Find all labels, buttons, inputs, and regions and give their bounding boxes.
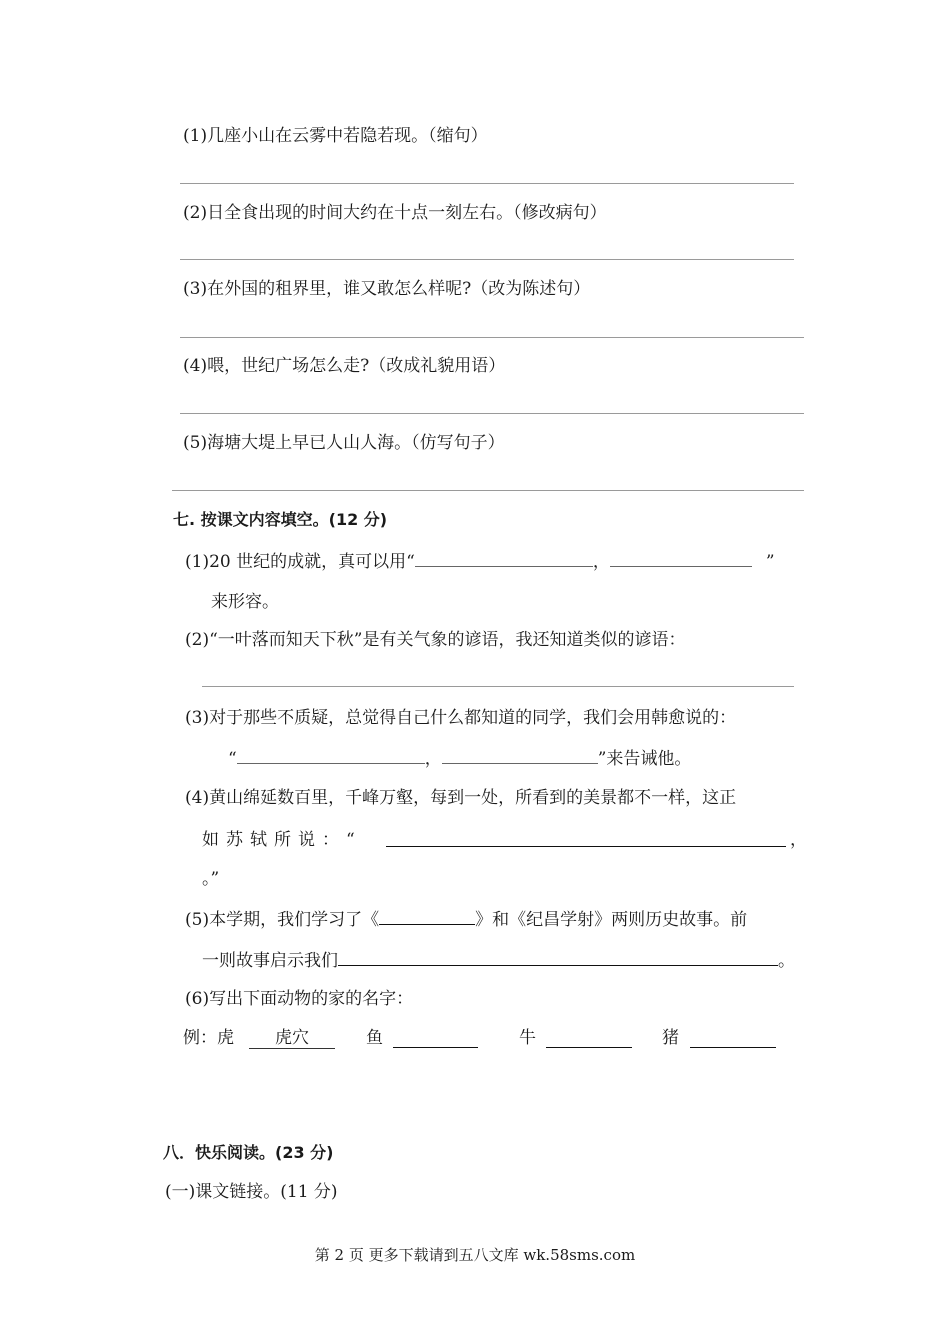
question-7-1-prefix: (1)20 世纪的成就，真可以用“ xyxy=(185,552,415,572)
question-7-3-blanks xyxy=(228,746,691,771)
question-7-2: (2)“一叶落而知天下秋”是有关气象的谚语，我还知道类似的谚语： xyxy=(185,630,686,650)
question-7-3-sep: ， xyxy=(424,749,442,769)
section-7-title: 七. 按课文内容填空。(12 分) xyxy=(173,510,388,529)
question-7-6: (6)写出下面动物的家的名字： xyxy=(185,989,414,1009)
answer-blank-cow[interactable] xyxy=(546,1047,632,1048)
question-7-1-cont: 来形容。 xyxy=(211,592,279,612)
question-6-5: (5)海塘大堤上早已人山人海。（仿写句子） xyxy=(183,433,505,453)
page-footer: 第 2 页 更多下载请到五八文库 wk.58sms.com xyxy=(314,1246,636,1264)
answer-line-6-2[interactable] xyxy=(180,259,794,260)
question-7-5-lead: 一则故事启示我们 xyxy=(202,951,338,971)
section-8-title: 八．快乐阅读。(23 分) xyxy=(163,1143,334,1162)
blank-7-5b[interactable] xyxy=(338,948,778,966)
question-7-1-close: ” xyxy=(765,552,775,572)
question-7-5-cont xyxy=(202,948,795,973)
question-7-5-period: 。 xyxy=(778,951,795,971)
answer-blank-fish[interactable] xyxy=(393,1047,478,1048)
question-7-5-mid: 》和《纪昌学射》两则历史故事。前 xyxy=(475,910,748,930)
example-answer: 虎穴 xyxy=(249,1026,335,1049)
example-label: 例：虎 xyxy=(183,1028,234,1048)
question-7-3-open: “ xyxy=(228,749,237,769)
question-7-4-end: 。” xyxy=(202,869,220,889)
question-7-4-cont: 如苏轼所说：“ xyxy=(202,830,362,850)
animal-fish-label: 鱼 xyxy=(366,1028,383,1048)
question-7-3: (3)对于那些不质疑，总觉得自己什么都知道的同学，我们会用韩愈说的： xyxy=(185,708,737,728)
blank-7-1a[interactable] xyxy=(415,549,593,567)
answer-line-6-4[interactable] xyxy=(180,413,804,414)
animal-pig-label: 猪 xyxy=(662,1028,679,1048)
question-7-1 xyxy=(185,549,775,574)
answer-line-6-3[interactable] xyxy=(180,337,804,338)
question-6-3: (3)在外国的租界里，谁又敢怎么样呢?（改为陈述句） xyxy=(183,279,591,299)
blank-7-3a[interactable] xyxy=(237,746,425,764)
question-7-5 xyxy=(185,907,747,932)
blank-7-4[interactable] xyxy=(386,846,786,847)
question-7-4-comma: ， xyxy=(790,830,807,850)
blank-7-3b[interactable] xyxy=(442,746,598,764)
answer-line-7-2[interactable] xyxy=(202,686,794,687)
question-7-4: (4)黄山绵延数百里，千峰万壑，每到一处，所看到的美景都不一样，这正 xyxy=(185,788,737,808)
animal-cow-label: 牛 xyxy=(519,1028,536,1048)
blank-7-1b[interactable] xyxy=(610,549,752,567)
question-7-3-close: ”来告诫他。 xyxy=(597,749,692,769)
section-8-subtitle: (一)课文链接。(11 分) xyxy=(165,1182,338,1202)
question-7-5-prefix: (5)本学期，我们学习了《 xyxy=(185,910,380,930)
question-6-4: (4)喂，世纪广场怎么走?（改成礼貌用语） xyxy=(183,356,506,376)
blank-7-5a[interactable] xyxy=(379,907,475,925)
question-7-1-sep: ， xyxy=(592,552,610,572)
question-6-2: (2)日全食出现的时间大约在十点一刻左右。（修改病句） xyxy=(183,203,607,223)
answer-line-6-1[interactable] xyxy=(180,183,794,184)
question-6-1: (1)几座小山在云雾中若隐若现。（缩句） xyxy=(183,126,488,146)
answer-blank-pig[interactable] xyxy=(690,1047,776,1048)
answer-line-6-5[interactable] xyxy=(172,490,804,491)
